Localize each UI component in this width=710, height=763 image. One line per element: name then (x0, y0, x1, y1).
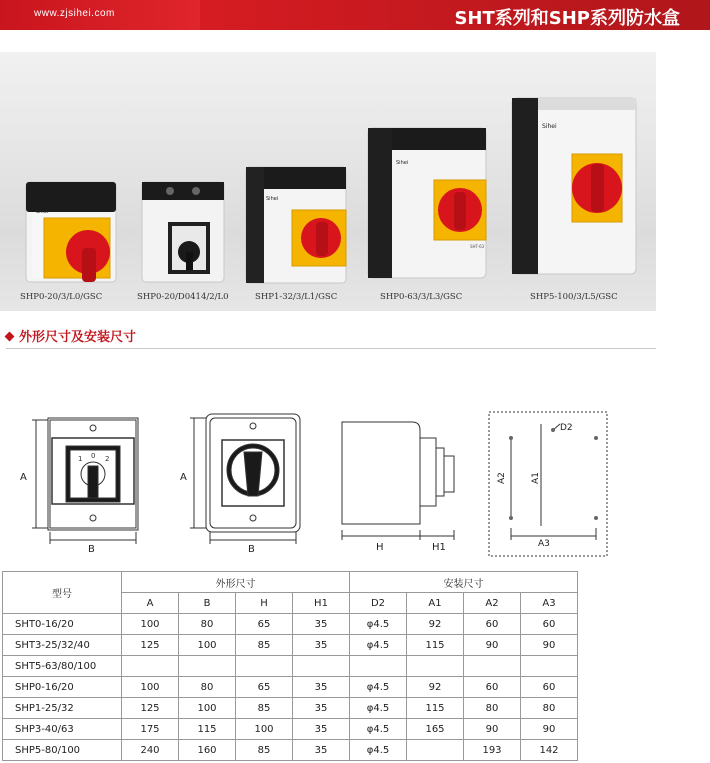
website-url[interactable]: www.zjsihei.com (34, 8, 115, 19)
cell-A1 (407, 656, 464, 677)
cell-B: 80 (179, 614, 236, 635)
cell-A2: 193 (464, 740, 521, 761)
cell-A2: 90 (464, 719, 521, 740)
cell-A: 125 (122, 635, 179, 656)
cell-H1: 35 (293, 740, 350, 761)
cell-H1: 35 (293, 719, 350, 740)
cell-H: 85 (236, 635, 293, 656)
cell-A1: 92 (407, 614, 464, 635)
switch-position-1: 1 (78, 455, 83, 463)
cell-D2: φ4.5 (350, 635, 407, 656)
product-photo (0, 52, 656, 311)
cell-A3: 142 (521, 740, 578, 761)
cell-D2: φ4.5 (350, 677, 407, 698)
table-row (3, 656, 578, 677)
table-row (3, 740, 578, 761)
cell-A: 240 (122, 740, 179, 761)
header-left-band (0, 0, 200, 30)
cell-H: 65 (236, 614, 293, 635)
cell-D2 (350, 656, 407, 677)
cell-A3: 60 (521, 677, 578, 698)
row-model: SHP3-40/63 (3, 719, 122, 740)
cell-H1: 35 (293, 635, 350, 656)
model-label-4: SHT-63 (470, 244, 485, 249)
caption-4: SHP0-63/3/L3/GSC (380, 292, 463, 302)
col-A1: A1 (407, 593, 464, 614)
cell-A1: 92 (407, 677, 464, 698)
cell-A: 100 (122, 614, 179, 635)
table-row (3, 635, 578, 656)
cell-A1 (407, 740, 464, 761)
cell-B: 80 (179, 677, 236, 698)
dim-label-H: H (376, 542, 384, 553)
brand-label-1: Sihei (36, 209, 49, 215)
table-row (3, 698, 578, 719)
header-right-band (200, 0, 710, 30)
header-model: 型号 (3, 572, 122, 614)
cell-A: 175 (122, 719, 179, 740)
cell-H1 (293, 656, 350, 677)
brand-label-5: Sihei (542, 123, 557, 130)
cell-H1: 35 (293, 698, 350, 719)
caption-2: SHP0-20/D0414/2/L0 (137, 292, 229, 302)
caption-1: SHP0-20/3/L0/GSC (20, 292, 103, 302)
cell-B: 160 (179, 740, 236, 761)
row-model: SHT3-25/32/40 (3, 635, 122, 656)
row-model: SHP1-25/32 (3, 698, 122, 719)
cell-A2 (464, 656, 521, 677)
cell-A3 (521, 656, 578, 677)
cell-A: 100 (122, 677, 179, 698)
cell-A: 125 (122, 698, 179, 719)
switch-position-0: 0 (91, 452, 96, 460)
cell-B: 115 (179, 719, 236, 740)
section-divider (6, 348, 656, 349)
row-model: SHT0-16/20 (3, 614, 122, 635)
section-title: 外形尺寸及安装尺寸 (19, 330, 137, 345)
product-photo-illustration (0, 52, 656, 311)
caption-5: SHP5-100/3/L5/GSC (530, 292, 618, 302)
cell-A3: 90 (521, 719, 578, 740)
dim-label-H1: H1 (432, 542, 446, 553)
enclosure-5 (512, 98, 636, 274)
col-H: H (236, 593, 293, 614)
cell-D2: φ4.5 (350, 614, 407, 635)
dim-label-A-1: A (20, 472, 27, 483)
dim-label-B-1: B (88, 544, 95, 555)
cell-D2: φ4.5 (350, 740, 407, 761)
dim-label-A3: A3 (538, 539, 550, 549)
cell-A2: 90 (464, 635, 521, 656)
cell-H: 65 (236, 677, 293, 698)
cell-H: 85 (236, 740, 293, 761)
header-mounting-dimensions: 安装尺寸 (350, 572, 578, 593)
drawing-front-1 (32, 418, 138, 544)
cell-B: 100 (179, 698, 236, 719)
table-row (3, 677, 578, 698)
switch-position-2: 2 (105, 455, 110, 463)
dim-label-A-2: A (180, 472, 187, 483)
table-row (3, 614, 578, 635)
dim-label-A2: A2 (497, 472, 507, 484)
cell-A3: 80 (521, 698, 578, 719)
cell-H (236, 656, 293, 677)
enclosure-4 (368, 128, 486, 278)
cell-A2: 80 (464, 698, 521, 719)
brand-label-4: Sihei (396, 160, 409, 166)
cell-H1: 35 (293, 677, 350, 698)
drawing-front-2 (190, 414, 300, 544)
col-B: B (179, 593, 236, 614)
dimension-table (2, 571, 578, 761)
dimension-drawings (0, 400, 660, 565)
cell-B (179, 656, 236, 677)
cell-A (122, 656, 179, 677)
dim-label-B-2: B (248, 544, 255, 555)
cell-A1: 115 (407, 635, 464, 656)
col-A3: A3 (521, 593, 578, 614)
dim-label-D2: D2 (560, 423, 573, 433)
cell-H1: 35 (293, 614, 350, 635)
cell-D2: φ4.5 (350, 698, 407, 719)
diamond-icon (5, 332, 15, 342)
col-A2: A2 (464, 593, 521, 614)
cell-A2: 60 (464, 677, 521, 698)
col-A: A (122, 593, 179, 614)
cell-A1: 165 (407, 719, 464, 740)
section-heading (6, 326, 136, 345)
cell-H: 85 (236, 698, 293, 719)
row-model: SHT5-63/80/100 (3, 656, 122, 677)
header-outer-dimensions: 外形尺寸 (122, 572, 350, 593)
brand-label-3: Sihei (266, 196, 279, 202)
cell-B: 100 (179, 635, 236, 656)
drawing-side (342, 422, 454, 540)
enclosure-1 (26, 182, 116, 282)
cell-D2: φ4.5 (350, 719, 407, 740)
col-H1: H1 (293, 593, 350, 614)
row-model: SHP5-80/100 (3, 740, 122, 761)
cell-A3: 90 (521, 635, 578, 656)
row-model: SHP0-16/20 (3, 677, 122, 698)
cell-H: 100 (236, 719, 293, 740)
cell-A3: 60 (521, 614, 578, 635)
enclosure-2 (142, 182, 224, 282)
cell-A1: 115 (407, 698, 464, 719)
caption-3: SHP1-32/3/L1/GSC (255, 292, 338, 302)
col-D2: D2 (350, 593, 407, 614)
dim-label-A1: A1 (531, 472, 541, 484)
page-header (0, 0, 710, 30)
table-row (3, 719, 578, 740)
mounting-holes (509, 428, 598, 520)
cell-A2: 60 (464, 614, 521, 635)
page-title: SHT系列和SHP系列防水盒 (454, 8, 680, 29)
enclosure-3 (246, 167, 346, 283)
